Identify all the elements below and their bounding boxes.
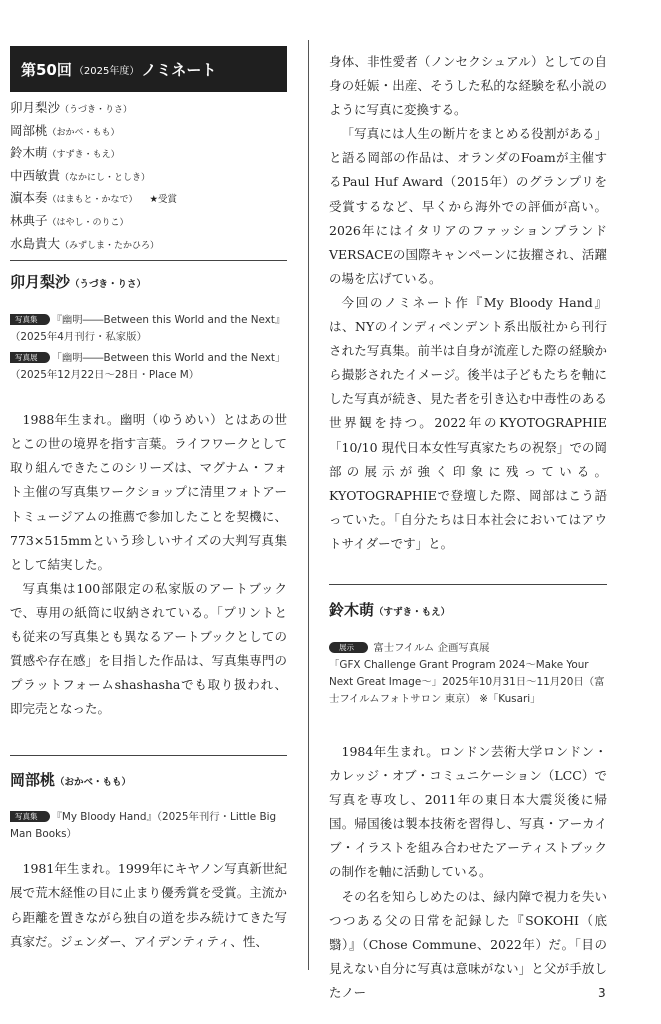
works-uzuki	[10, 312, 287, 384]
works-okabe	[10, 809, 287, 843]
work-tag: 写真集	[10, 811, 50, 822]
section-heading-suzuki: 鈴木萌（すずき・もえ）	[329, 600, 451, 619]
nominee-item: 卯月梨沙（うづき・りさ）	[10, 100, 133, 115]
body-okabe-right: 身体、非性愛者（ノンセクシュアル）としての自身の妊娠・出産、そうした私的な経験を私小説のように写真に変換する。 「写真には人生の断片をまとめる役割がある」と語る岡部の作品は、オランダのFoamが主催するPaul Huf Award（2015年）のグランプリを受賞するなど、早くから海外での評価が高い。2026年にはイタリアのファッションブランドVERSACEの国際キャンペーンに抜擢され、活躍の場を広げている。 今回のノミネート作『My Bloody Hand』は、NYのインディペンデント系出版社から刊行された写真集。前半は自身が流産した際の経験から撮影されたイメージ。後半は子どもたちを軸にした写真が続き、見た者を引き込む中毒性のある世界観を持つ。2022年のKYOTOGRAPHIE「10/10 現代日本女性写真家たちの祝祭」での岡部の展示が強く印象に残っている。KYOTOGRAPHIEで登壇した際、岡部はこう語っていた。「自分たちは日本社会においてはアウトサイダーです」と。	[329, 54, 607, 551]
work-item: 展示 富士フイルム 企画写真展 「GFX Challenge Grant Program 2024～Make Your Next Great Image～」2025年10月31日～11月20日（富士フイルムフォトサロン 東京） ※「Kusari」	[329, 641, 605, 705]
work-tag: 写真展	[10, 352, 50, 363]
nominees-banner	[10, 46, 287, 92]
banner-title-year: （2025年度）	[73, 65, 140, 77]
award-badge: ★受賞	[149, 194, 178, 206]
works-suzuki	[329, 640, 607, 708]
banner-title-prefix: 第50回	[21, 60, 72, 79]
column-divider	[308, 40, 309, 970]
body-suzuki: 1984年生まれ。ロンドン芸術大学ロンドン・カレッジ・オブ・コミュニケーション（LCC）で写真を専攻し、2011年の東日本大震災後に帰国。帰国後は製本技術を習得し、写真・アーカイブ・イラストを組み合わせたアーティストブックの制作を軸に活動している。 その名を知らしめたのは、緑内障で視力を失いつつある父の日常を記録した『SOKOHI（底翳）』（Chose Commune、2022年）だ。「目の見えない自分に写真は意味がない」と父が手放したノー	[329, 743, 607, 1000]
section-heading-uzuki: 卯月梨沙（うづき・りさ）	[10, 273, 147, 292]
right-column	[329, 40, 607, 1005]
nominee-item: 水島貴大（みずしま・たかひろ）	[10, 235, 160, 251]
work-tag: 写真集	[10, 314, 50, 325]
banner-title-suffix: ノミネート	[141, 60, 217, 79]
section-heading-okabe: 岡部桃（おかべ・もも）	[10, 771, 132, 790]
nominee-item: 林典子（はやし・のりこ）	[10, 212, 129, 228]
nominee-item: 岡部桃（おかべ・もも）	[10, 122, 120, 138]
body-uzuki: 1988年生まれ。幽明（ゆうめい）とはあの世とこの世の境界を指す言葉。ライフワークとして取り組んできたこのシリーズは、マグナム・フォト主催の写真集ワークショップに清里フォトアートミュージアムの推薦で参加したことを契機に、773×515mmという珍しいサイズの大判写真集として結実した。 写真集は100部限定の私家版のアートブックで、専用の紙筒に収納されている。「プリントとも従来の写真集とも異なるアートブックとしての質感や存在感」を目指した作品は、写真集専門のプラットフォームshashashaでも取り扱われ、即完売となった。	[10, 412, 287, 717]
work-item: 写真展 「幽明――Between this World and the Next」（2025年12月22日～28日・Place M）	[10, 352, 286, 382]
page-number: 3	[598, 986, 606, 1000]
work-item: 写真集 『幽明――Between this World and the Next』（2025年4月刊行・私家版）	[10, 314, 286, 344]
work-item: 写真集 『My Bloody Hand』（2025年刊行・Little Big Man Books）	[10, 811, 277, 841]
nominee-list	[10, 98, 287, 256]
section-divider	[329, 584, 607, 585]
nominee-item: 濵本奏（はまもと・かなで） ★受賞	[10, 190, 178, 206]
left-column	[10, 40, 287, 954]
work-tag: 展示	[329, 642, 368, 653]
nominee-item: 鈴木萌（すずき・もえ）	[10, 145, 120, 161]
section-divider	[10, 260, 287, 261]
section-divider	[10, 755, 287, 756]
body-okabe-left: 1981年生まれ。1999年にキヤノン写真新世紀展で荒木経惟の目に止まり優秀賞を受賞。主流から距離を置きながら独自の道を歩み続けてきた写真家だ。ジェンダー、アイデンティティ、性、	[10, 861, 287, 949]
nominee-item: 中西敏貴（なかにし・としき）	[10, 167, 151, 183]
